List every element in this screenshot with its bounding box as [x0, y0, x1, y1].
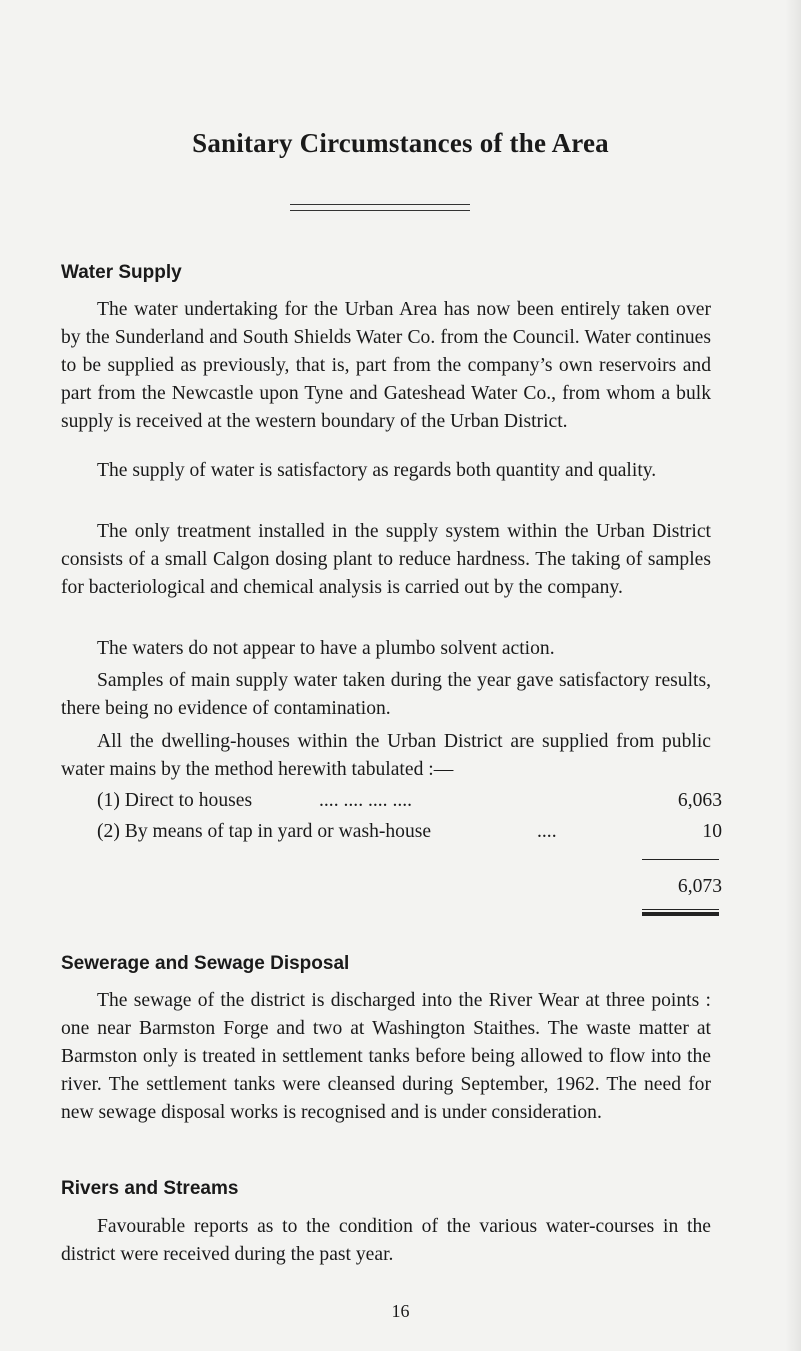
paragraph-plumbo-solvent: The waters do not appear to have a plumbo solvent action. [97, 638, 555, 659]
total-underline-thin [642, 909, 719, 910]
total-underline-thick [642, 912, 719, 916]
paragraph-sewerage: The sewage of the district is discharged into the River Wear at three points : one near Barmston Forge and two at Washington Staithes. The waste matter at Barmston only is treated in settlement tanks before being allowed to flow into the river. The settlement tanks were cleansed during September, 1962. The need for new sewage disposal works is recognised and is under consideration. [61, 990, 711, 1123]
paragraph-water-quality: The supply of water is satisfactory as regards both quantity and quality. [97, 460, 657, 481]
paragraph-water-undertaking: The water undertaking for the Urban Area has now been entirely taken over by the Sunderland and South Shields Water Co. from the Council. Water continues to be supplied as previously, that is, part from the company’s own reservoirs and part from the Newcastle upon Tyne and Gateshead Water Co., from whom a bulk supply is received at the western boundary of the Urban District. [61, 299, 711, 432]
leader-dots: .... .... .... .... [319, 790, 413, 811]
page-title: Sanitary Circumstances of the Area [192, 128, 609, 158]
row-label: (2) By means of tap in yard or wash-house [97, 821, 432, 842]
title-double-rule [290, 204, 470, 211]
paragraph-treatment: The only treatment installed in the supply system within the Urban District consists of a small Calgon dosing plant to reduce hardness. The taking of samples for bacteriological and chemical analysis is carried out by the company. [61, 521, 711, 598]
table-row [97, 790, 722, 818]
total-rule [642, 859, 719, 860]
row-value: 6,063 [677, 790, 722, 811]
heading-water-supply: Water Supply [61, 262, 182, 283]
table-total: 6,073 [677, 876, 722, 897]
heading-rivers: Rivers and Streams [61, 1178, 239, 1199]
page-edge-shadow [785, 0, 801, 1351]
row-label: (1) Direct to houses [97, 790, 253, 811]
leader-dots: .... [537, 821, 557, 842]
row-value: 10 [702, 821, 722, 842]
paragraph-dwelling-houses: All the dwelling-houses within the Urban District are supplied from public water mains by the method herewith tabulated :— [61, 731, 711, 780]
paragraph-rivers: Favourable reports as to the condition of the various water-courses in the district were received during the past year. [61, 1216, 711, 1265]
page-number: 16 [391, 1301, 410, 1321]
table-row [97, 821, 722, 849]
heading-sewerage: Sewerage and Sewage Disposal [61, 953, 350, 974]
paragraph-samples: Samples of main supply water taken during the year gave satisfactory results, there being no evidence of contamination. [61, 670, 711, 719]
